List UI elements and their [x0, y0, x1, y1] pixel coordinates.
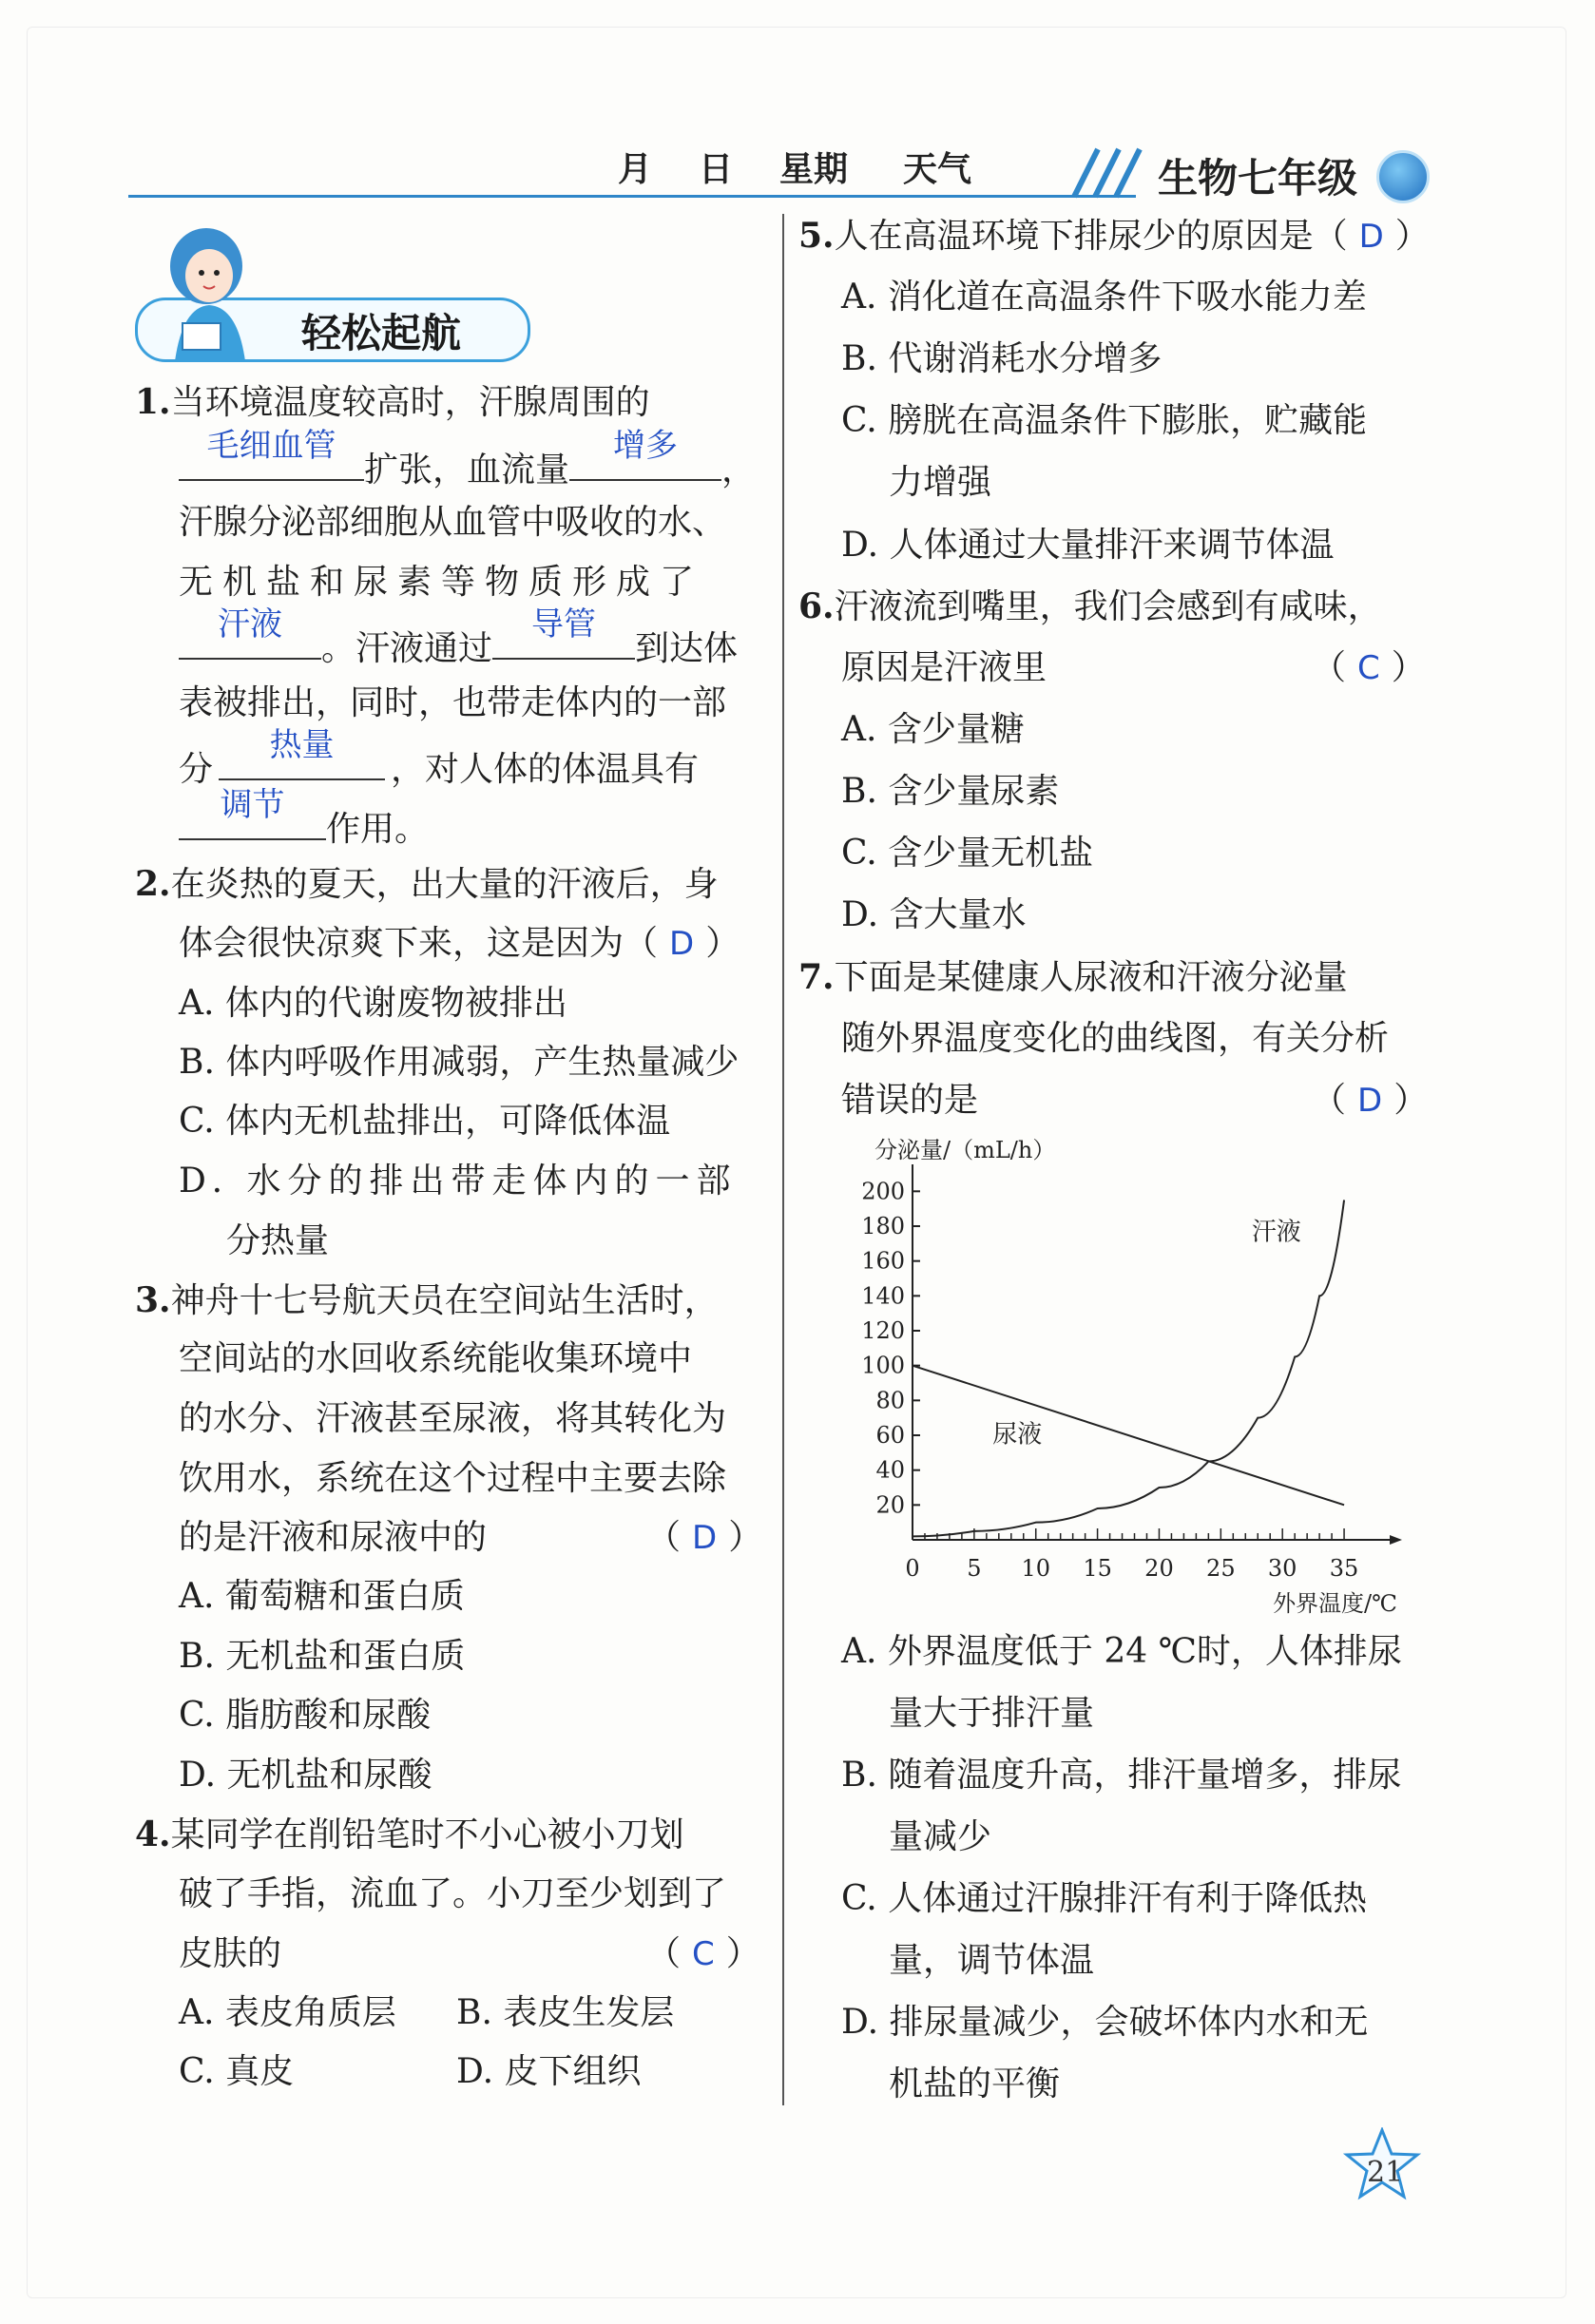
x-tick-label: 0: [905, 1555, 920, 1582]
q1-text-7b: ，对人体的体温具有: [391, 750, 700, 789]
slash-decoration: [1055, 144, 1150, 202]
y-tick-label: 60: [875, 1422, 905, 1449]
q1-line-5: [179, 605, 739, 668]
x-tick-label: 5: [967, 1555, 982, 1582]
y-tick-label: 100: [861, 1352, 905, 1379]
q3-answer: D: [692, 1519, 718, 1557]
q6-open: （: [1312, 648, 1347, 687]
sweat-label: 汗液: [1251, 1218, 1301, 1247]
q7-option-a-1: A. 外界温度低于 24 ℃时，人体排尿: [841, 1632, 1402, 1671]
header-weekday: 星期: [779, 149, 849, 189]
subject-title: 生物七年级: [1158, 155, 1358, 202]
q1-text-2b: ，: [721, 451, 757, 490]
header-weather: 天气: [903, 149, 972, 189]
q2-close: ）: [705, 924, 740, 963]
q7-open: （: [1312, 1081, 1347, 1120]
x-tick-label: 30: [1267, 1555, 1297, 1582]
x-tick-label: 10: [1021, 1555, 1051, 1582]
q1-text-8: 作用。: [326, 810, 430, 849]
q7-option-b-1: B. 随着温度升高，排汗量增多，排尿: [841, 1756, 1402, 1795]
secretion-chart: [846, 1131, 1435, 1625]
sweat-curve: [913, 1200, 1344, 1537]
x-tick-label: 25: [1206, 1555, 1236, 1582]
q6-line-1: [798, 586, 1382, 626]
q1-blank-1: [179, 427, 364, 481]
q2-option-c: C. 体内无机盐排出，可降低体温: [179, 1102, 671, 1141]
q4-open: （: [646, 1934, 682, 1973]
x-axis-label: 外界温度/℃: [1273, 1590, 1397, 1617]
q1-number: 1.: [135, 382, 171, 422]
q4-answer-paren: [646, 1934, 760, 1973]
q1-line-7: [179, 726, 700, 789]
q1-answer-6: 调节: [220, 786, 285, 824]
section-title: 轻松起航: [301, 310, 462, 356]
q6-option-c: C. 含少量无机盐: [841, 834, 1094, 873]
y-tick-label: 20: [875, 1491, 905, 1519]
q7-text-1: 下面是某健康人尿液和汗液分泌量: [834, 958, 1348, 997]
q7-option-d-1: D. 排尿量减少，会破坏体内水和无: [841, 2003, 1369, 2042]
urine-label: 尿液: [992, 1420, 1043, 1450]
q2-line-1: [135, 864, 719, 904]
q1-blank-5: [219, 726, 385, 780]
q3-line-4: 饮用水，系统在这个过程中主要去除: [179, 1459, 727, 1498]
section-banner: [135, 223, 534, 366]
q3-line-5: 的是汗液和尿液中的: [179, 1518, 488, 1557]
y-tick-label: 140: [861, 1282, 905, 1310]
q7-option-c-1: C. 人体通过汗腺排汗有利于降低热: [841, 1879, 1368, 1918]
column-divider: [782, 214, 784, 2105]
q5-close: ）: [1394, 217, 1430, 256]
q5-option-c-2: 力增强: [889, 463, 992, 502]
blue-dot-icon: [1376, 150, 1430, 203]
q1-blank-3: [179, 605, 321, 660]
q4-option-d: D. 皮下组织: [456, 2052, 642, 2091]
q6-text-1: 汗液流到嘴里，我们会感到有咸味，: [834, 587, 1382, 626]
q1-blank-2: [569, 427, 721, 481]
q2-option-d-2: 分热量: [226, 1221, 330, 1260]
q4-line-2: 破了手指，流血了。小刀至少划到了: [179, 1874, 727, 1913]
q7-option-a-2: 量大于排汗量: [889, 1694, 1095, 1733]
q1-line-8: [179, 786, 430, 849]
q6-option-d: D. 含大量水: [841, 895, 1027, 934]
y-tick-label: 80: [875, 1387, 905, 1414]
q4-option-c: C. 真皮: [179, 2052, 295, 2091]
q3-option-b: B. 无机盐和蛋白质: [179, 1637, 466, 1676]
y-axis-label: 分泌量/（mL/h）: [874, 1137, 1056, 1163]
q1-line-3: 汗腺分泌部细胞从血管中吸收的水、: [179, 503, 727, 542]
y-tick-label: 40: [875, 1456, 905, 1484]
q4-option-b: B. 表皮生发层: [456, 1993, 675, 2032]
q4-text-1: 某同学在削铅笔时不小心被小刀划: [170, 1815, 684, 1854]
q3-option-c: C. 脂肪酸和尿酸: [179, 1696, 432, 1735]
q7-answer-paren: [1312, 1081, 1429, 1120]
q1-text-2: 扩张，血流量: [364, 451, 570, 490]
y-tick-label: 200: [861, 1178, 905, 1205]
q3-text-1: 神舟十七号航天员在空间站生活时，: [170, 1281, 719, 1320]
q3-option-a: A. 葡萄糖和蛋白质: [179, 1577, 465, 1616]
q1-line-2: [179, 427, 757, 490]
q1-line-1: [135, 382, 650, 422]
q4-line-3: 皮肤的: [179, 1934, 282, 1973]
y-tick-label: 180: [861, 1213, 905, 1239]
q2-option-d-1: D. 水分的排出带走体内的一部: [179, 1162, 738, 1200]
q1-blank-6: [179, 786, 326, 840]
q4-line-1: [135, 1817, 684, 1853]
x-tick-label: 15: [1083, 1555, 1112, 1582]
header-month: 月: [618, 149, 653, 189]
q3-close: ）: [728, 1518, 763, 1557]
q7-option-c-2: 量，调节体温: [889, 1941, 1095, 1980]
q1-answer-4: 导管: [531, 605, 597, 643]
q1-line-4: 无机盐和尿素等物质形成了: [179, 563, 704, 602]
q5-option-c-1: C. 膀胱在高温条件下膨胀，贮藏能: [841, 401, 1368, 440]
urine-line: [913, 1366, 1344, 1506]
q6-option-a: A. 含少量糖: [841, 710, 1025, 749]
q3-line-2: 空间站的水回收系统能收集环境中: [179, 1339, 693, 1378]
q5-option-d: D. 人体通过大量排汗来调节体温: [841, 526, 1335, 565]
q2-text-2: 体会很快凉爽下来，这是因为（: [179, 924, 659, 963]
y-tick-label: 120: [861, 1317, 905, 1344]
q3-option-d: D. 无机盐和尿酸: [179, 1756, 432, 1795]
q7-line-2: 随外界温度变化的曲线图，有关分析: [841, 1019, 1390, 1058]
q1-answer-1: 毛细血管: [206, 427, 336, 465]
q1-answer-5: 热量: [269, 726, 335, 764]
x-tick-label: 35: [1329, 1555, 1359, 1582]
q7-option-d-2: 机盐的平衡: [889, 2065, 1061, 2103]
q7-line-1: [798, 957, 1348, 997]
q2-option-a: A. 体内的代谢废物被排出: [179, 984, 567, 1023]
q5-text-1: 人在高温环境下排尿少的原因是（: [834, 217, 1348, 256]
y-tick-label: 160: [861, 1247, 905, 1275]
q7-option-b-2: 量减少: [889, 1817, 992, 1856]
q1-line-6: 表被排出，同时，也带走体内的一部: [179, 683, 727, 722]
q4-answer: C: [692, 1935, 715, 1973]
q1-text-7: 分: [179, 750, 214, 789]
q1-text-5b: 到达体: [635, 629, 739, 668]
q2-text-1: 在炎热的夏天，出大量的汗液后，身: [170, 865, 719, 904]
q7-answer: D: [1357, 1082, 1383, 1120]
q5-number: 5.: [798, 216, 835, 256]
q6-answer: C: [1357, 649, 1380, 687]
header-rule: [128, 195, 1136, 198]
q5-option-a: A. 消化道在高温条件下吸水能力差: [841, 278, 1367, 317]
q7-close: ）: [1393, 1081, 1429, 1120]
q4-number: 4.: [135, 1815, 171, 1854]
q7-number: 7.: [798, 957, 835, 997]
q3-line-3: 的水分、汗液甚至尿液，将其转化为: [179, 1399, 727, 1438]
q2-line-2: [179, 924, 740, 963]
x-tick-label: 20: [1144, 1555, 1174, 1582]
q6-option-b: B. 含少量尿素: [841, 772, 1060, 811]
page-number: 21: [1367, 2156, 1404, 2189]
q5-option-b: B. 代谢消耗水分增多: [841, 339, 1163, 378]
q2-number: 2.: [135, 864, 171, 904]
q5-answer: D: [1358, 218, 1384, 256]
x-axis-arrow: [1390, 1535, 1402, 1545]
q5-line-1: [798, 216, 1430, 256]
q6-number: 6.: [798, 586, 835, 626]
q1-answer-2: 增多: [613, 427, 679, 465]
q2-answer: D: [669, 925, 695, 963]
q1-text-1: 当环境温度较高时，汗腺周围的: [170, 383, 650, 422]
q1-answer-3: 汗液: [218, 605, 282, 643]
header-day: 日: [699, 149, 734, 189]
q6-close: ）: [1391, 648, 1426, 687]
q6-answer-paren: [1312, 648, 1426, 687]
q7-line-3: 错误的是: [841, 1081, 979, 1120]
q3-line-1: [135, 1280, 719, 1320]
girl-mascot-icon: [154, 223, 268, 361]
q1-blank-4: [492, 605, 635, 660]
q1-text-5: 。汗液通过: [321, 629, 493, 668]
q4-option-a: A. 表皮角质层: [179, 1993, 396, 2032]
q4-close: ）: [725, 1934, 760, 1973]
q3-number: 3.: [135, 1280, 171, 1320]
q2-option-b: B. 体内呼吸作用减弱，产生热量减少: [179, 1043, 740, 1082]
q3-open: （: [646, 1518, 682, 1557]
q3-answer-paren: [646, 1518, 763, 1557]
q6-line-2: 原因是汗液里: [841, 648, 1047, 687]
